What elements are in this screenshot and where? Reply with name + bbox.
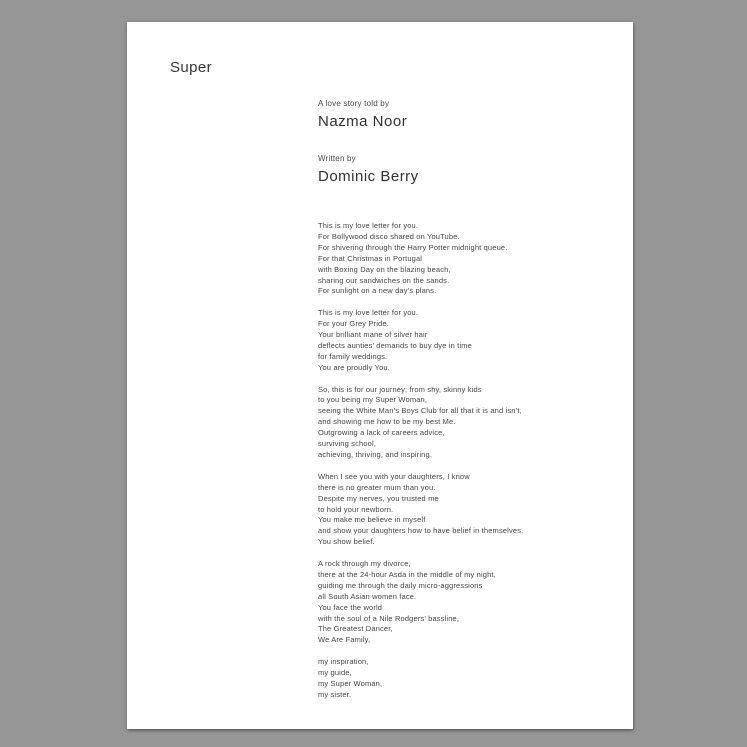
- poem-line: guiding me through the daily micro-aggressions: [318, 580, 483, 590]
- poem-line: You are proudly You.: [318, 362, 390, 372]
- poem-line: Your brilliant mane of silver hair: [318, 330, 428, 340]
- poem-line: Outgrowing a lack of careers advice,: [318, 428, 445, 438]
- poem-line: You show belief.: [318, 537, 375, 547]
- poem-line: For your Grey Pride.: [318, 319, 389, 329]
- poem-line: A rock through my divorce,: [318, 559, 411, 569]
- poem-line: and show your daughters how to have belief in themselves.: [318, 526, 524, 536]
- document-page: [127, 22, 633, 729]
- told-by-label: A love story told by: [318, 99, 390, 108]
- poem-line: We Are Family,: [318, 635, 371, 645]
- told-by-name: Nazma Noor: [318, 113, 408, 130]
- stanza: [318, 559, 608, 646]
- poem-line: This is my love letter for you.: [318, 221, 419, 230]
- poem-line: For that Christmas in Portugal: [318, 253, 423, 263]
- poem-line: to hold your newborn.: [318, 504, 394, 514]
- poem-line: surviving school,: [318, 439, 376, 449]
- poem-line: with the soul of a Nile Rodgers’ bassline,: [318, 613, 460, 623]
- poem-line: with Boxing Day on the blazing beach,: [318, 264, 451, 274]
- poem-line: seeing the White Man’s Boys Club for all that it is and isn’t,: [318, 406, 522, 416]
- poem-line: achieving, thriving, and inspiring.: [318, 450, 433, 459]
- written-by-label: Written by: [318, 154, 356, 163]
- poem-line: For shivering through the Harry Potter midnight queue.: [318, 242, 508, 252]
- poem-line: So, this is for our journey; from shy, skinny kids: [318, 384, 482, 394]
- stanza: [318, 308, 608, 373]
- poem-line: to you being my Super Woman,: [318, 395, 428, 405]
- poem-line: You make me believe in myself: [318, 515, 426, 525]
- poem-line: When I see you with your daughters, I know: [318, 471, 470, 481]
- poem-line: there at the 24-hour Asda in the middle of my night,: [318, 569, 496, 579]
- poem-line: You face the world: [318, 602, 383, 612]
- poem-line: my guide,: [318, 668, 352, 678]
- poem-line: For Bollywood disco shared on YouTube.: [318, 231, 460, 241]
- poem-line: The Greatest Dancer,: [318, 624, 393, 634]
- poem: [318, 221, 608, 701]
- poem-line: my sister.: [318, 689, 352, 699]
- content-column: [318, 99, 608, 712]
- poem-line: my Super Woman,: [318, 678, 383, 688]
- poem-line: For sunlight on a new day’s plans.: [318, 286, 437, 296]
- poem-line: there is no greater mum than you.: [318, 482, 436, 492]
- stanza: [318, 221, 608, 297]
- stanza: [318, 472, 608, 548]
- poem-line: for family weddings.: [318, 351, 388, 361]
- poem-line: my inspiration,: [318, 657, 369, 667]
- poem-line: deflects aunties’ demands to buy dye in time: [318, 340, 472, 350]
- poem-line: Despite my nerves, you trusted me: [318, 493, 439, 503]
- poem-line: sharing our sandwiches on the sands.: [318, 275, 450, 285]
- stanza: [318, 385, 608, 461]
- poem-line: This is my love letter for you.: [318, 308, 419, 318]
- poem-line: and showing me how to be my best Me.: [318, 417, 456, 427]
- page-title: Super: [170, 59, 213, 76]
- stanza: [318, 657, 608, 701]
- poem-line: all South Asian women face.: [318, 591, 417, 601]
- written-by-name: Dominic Berry: [318, 168, 419, 185]
